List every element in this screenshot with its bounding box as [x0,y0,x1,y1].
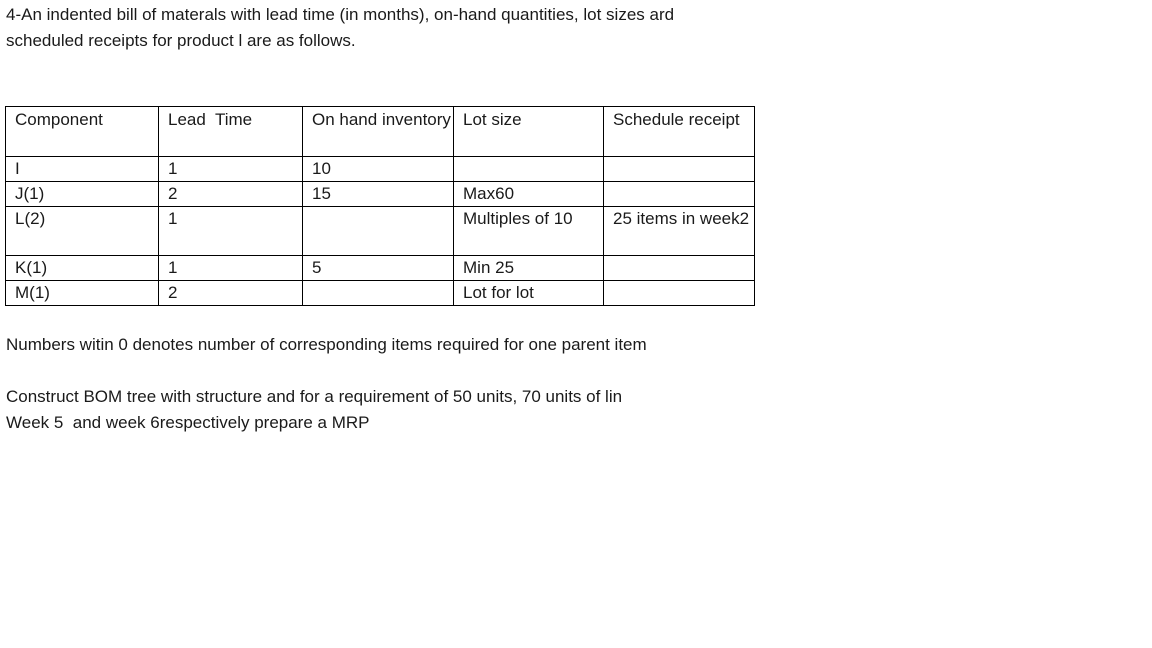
bom-table [5,106,755,306]
header-lead-time: Lead Time [159,107,303,157]
table-row [6,281,755,306]
table-row [6,182,755,207]
cell-component: J(1) [6,182,159,207]
task-line-2: Week 5 and week 6respectively prepare a MRP [6,413,370,432]
intro-line-1: 4-An indented bill of materals with lead time (in months), on-hand quantities, lot sizes ard [6,5,675,24]
task-statement [6,384,622,436]
header-schedule-receipt: Schedule receipt [604,107,755,157]
quantity-note: Numbers witin 0 denotes number of corresponding items required for one parent item [6,335,647,354]
cell-on-hand [303,207,454,256]
cell-component: K(1) [6,256,159,281]
cell-schedule-receipt [604,256,755,281]
cell-lead-time: 1 [159,207,303,256]
cell-component: I [6,157,159,182]
cell-schedule-receipt: 25 items in week2 [604,207,755,256]
cell-on-hand: 15 [303,182,454,207]
cell-lead-time: 2 [159,281,303,306]
header-on-hand-inventory: On hand inventory [303,107,454,157]
cell-schedule-receipt [604,182,755,207]
cell-on-hand [303,281,454,306]
cell-on-hand: 5 [303,256,454,281]
cell-lead-time: 2 [159,182,303,207]
header-component: Component [6,107,159,157]
cell-lot-size: Max60 [454,182,604,207]
problem-intro [6,2,766,54]
cell-lot-size: Multiples of 10 [454,207,604,256]
cell-lead-time: 1 [159,256,303,281]
cell-schedule-receipt [604,157,755,182]
cell-lot-size: Lot for lot [454,281,604,306]
cell-lot-size: Min 25 [454,256,604,281]
intro-line-2: scheduled receipts for product l are as follows. [6,31,356,50]
cell-component: M(1) [6,281,159,306]
cell-schedule-receipt [604,281,755,306]
table-row [6,207,755,256]
table-row [6,256,755,281]
cell-on-hand: 10 [303,157,454,182]
cell-lead-time: 1 [159,157,303,182]
table-header-row [6,107,755,157]
header-lot-size: Lot size [454,107,604,157]
table-row [6,157,755,182]
task-line-1: Construct BOM tree with structure and for a requirement of 50 units, 70 units of lin [6,387,623,406]
cell-component: L(2) [6,207,159,256]
cell-lot-size [454,157,604,182]
